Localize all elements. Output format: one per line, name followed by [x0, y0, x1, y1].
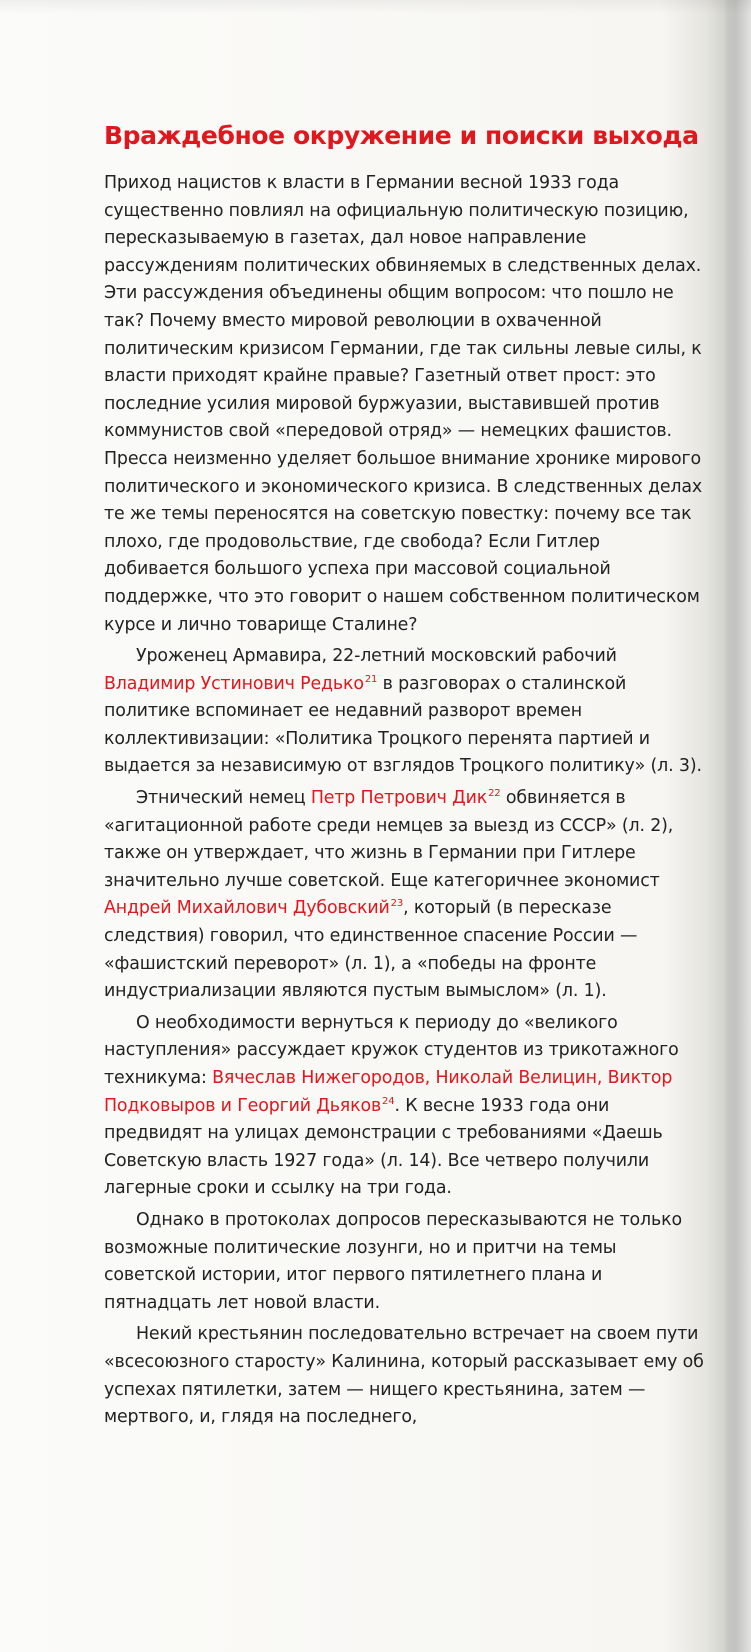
paragraph-2-lead: Уроженец Армавира, 22-летний московский рабочий [136, 646, 617, 667]
paragraph-3-rest: , который (в пересказе следствия) говорил, что единственное спасение России — «фашистский переворот» (л. 1), а «победы на фронте индустриализации являются пустым вымыслом» (л. 1). [104, 898, 638, 1002]
page-top-shadow [0, 0, 751, 14]
footnote-ref-22: 22 [488, 788, 501, 800]
person-name-dik: Петр Петрович Дик [310, 788, 488, 809]
body-text [104, 170, 704, 1432]
person-name-redko: Владимир Устинович Редько [104, 673, 364, 694]
paragraph-3-middle: обвиняется в «агитационной работе среди немцев за выезд из СССР» (л. 2), также он утверждает, что жизнь в Германии при Гитлере значительно лучше советской. Еще категоричнее экономист [104, 788, 674, 891]
footnote-ref-21: 21 [364, 673, 378, 685]
paragraph-2-rest: в разговорах о сталинской политике вспоминает ее недавний разворот времен коллективизации: «Политика Троцкого перенята партией и выдается за независимую от взглядов Троцкого политику» (л. 3). [104, 673, 702, 777]
footnote-ref-24: 24 [382, 1095, 395, 1107]
paragraph-3 [104, 785, 704, 1006]
section-heading: Враждебное окружение и поиски выхода [104, 121, 699, 150]
person-name-dubovsky: Андрей Михайлович Дубовский [104, 898, 390, 919]
page-gutter-shadow [723, 0, 751, 1652]
person-names-students: Вячеслав Нижегородов, Николай Велицин, Виктор Подковыров и Георгий Дьяков [104, 1068, 673, 1116]
paragraph-1: Приход нацистов к власти в Германии весной 1933 года существенно повлиял на официальную политическую позицию, пересказываемую в газетах, дал новое направление рассуждениям политических обвиняемых в следственных делах. Эти рассуждения объединены общим вопросом: что пошло не так? Почему вместо мировой революции в охваченной политическим кризисом Германии, где так сильны левые силы, к власти приходят крайне правые? Газетный ответ прост: это последние усилия мировой буржуазии, выставившей против коммунистов свой «передовой отряд» — немецких фашистов. Пресса неизменно уделяет большое внимание хронике мирового политического и экономического кризиса. В следственных делах те же темы переносятся на советскую повестку: почему все так плохо, где продовольствие, где свобода? Если Гитлер добивается большого успеха при массовой социальной поддержке, что это говорит о нашем собственном политическом курсе и лично товарище Сталине? [104, 173, 703, 635]
paragraph-2 [104, 643, 704, 781]
paragraph-6: Некий крестьянин последовательно встречает на своем пути «всесоюзного старосту» Калинина, который рассказывает ему об успехах пятилетки, затем — нищего крестьянина, затем — мертвого, и, глядя на последнего, [104, 1324, 704, 1428]
paragraph-3-lead: Этнический немец [136, 788, 311, 809]
footnote-ref-23: 23 [390, 898, 404, 910]
paragraph-5: Однако в протоколах допросов пересказываются не только возможные политические лозунги, но и притчи на темы советской истории, итог первого пятилетнего плана и пятнадцать лет новой власти. [104, 1209, 682, 1313]
paragraph-4-rest: . К весне 1933 года они предвидят на улицах демонстрации с требованиями «Даешь Советскую власть 1927 года» (л. 14). Все четверо получили лагерные сроки и ссылку на три года. [104, 1095, 663, 1199]
paragraph-4-lead: О необходимости вернуться к периоду до «великого наступления» рассуждает кружок студентов из трикотажного техникума: [104, 1012, 679, 1088]
paragraph-4 [104, 1010, 704, 1203]
